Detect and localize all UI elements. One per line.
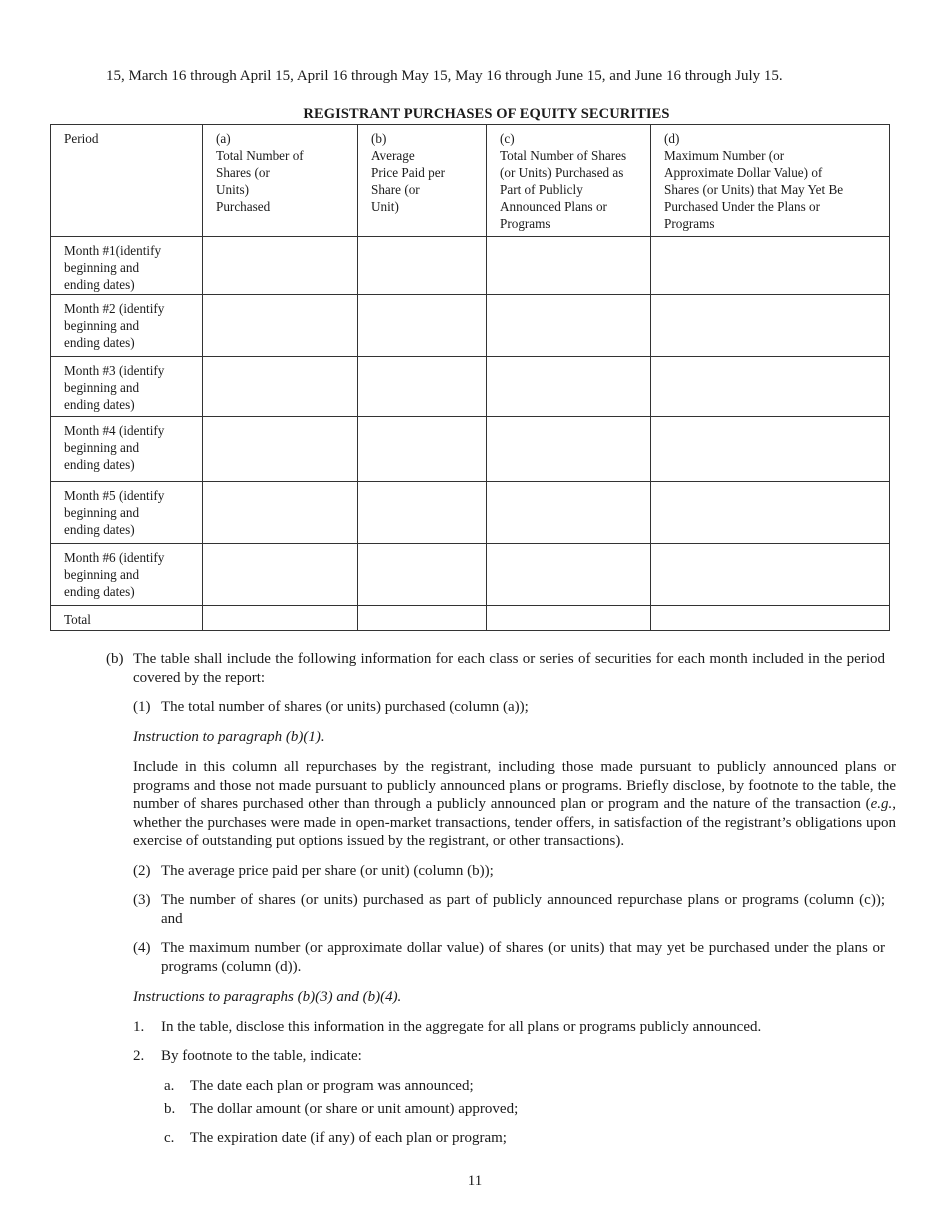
table-cell <box>203 482 358 544</box>
header-col-c: (c) Total Number of Shares (or Units) Purchased as Part of Publicly Announced Plans or Programs <box>487 125 651 237</box>
period-cell: Month #6 (identify beginning and ending dates) <box>51 544 203 606</box>
instruction-b1-heading: Instruction to paragraph (b)(1). <box>133 729 325 745</box>
table-title: REGISTRANT PURCHASES OF EQUITY SECURITIES <box>303 106 670 122</box>
table-cell <box>651 417 890 482</box>
sub-b-text: The dollar amount (or share or unit amount) approved; <box>190 1101 519 1117</box>
table-row <box>51 295 890 357</box>
table-cell <box>358 606 487 631</box>
period-cell: Month #3 (identify beginning and ending dates) <box>51 357 203 417</box>
page-number: 11 <box>467 1173 483 1189</box>
table-cell <box>487 295 651 357</box>
item-2-label: (2) <box>133 863 151 879</box>
item-1-text: The total number of shares (or units) purchased (column (a)); <box>161 699 529 715</box>
table-cell <box>358 417 487 482</box>
sub-a-text: The date each plan or program was announced; <box>190 1078 474 1094</box>
header-col-b: (b) Average Price Paid per Share (or Unit) <box>358 125 487 237</box>
table-cell <box>487 357 651 417</box>
sub-c-label: c. <box>164 1130 175 1146</box>
table-cell <box>487 606 651 631</box>
table-row <box>51 357 890 417</box>
table-cell <box>358 544 487 606</box>
table-cell <box>203 417 358 482</box>
table-row <box>51 544 890 606</box>
table-cell <box>487 237 651 295</box>
total-cell: Total <box>51 606 203 631</box>
table-cell <box>651 544 890 606</box>
table-row <box>51 482 890 544</box>
table-row <box>51 417 890 482</box>
table-row-total <box>51 606 890 631</box>
sub-a-label: a. <box>164 1078 175 1094</box>
num-2-label: 2. <box>133 1048 145 1064</box>
item-3-label: (3) <box>133 892 151 908</box>
instruction-b1-eg: e.g. <box>870 796 893 812</box>
item-1-label: (1) <box>133 699 151 715</box>
sub-b-label: b. <box>164 1101 176 1117</box>
num-2-text: By footnote to the table, indicate: <box>161 1048 362 1064</box>
repurchases-table <box>50 124 890 631</box>
num-1-label: 1. <box>133 1019 145 1035</box>
period-cell: Month #2 (identify beginning and ending dates) <box>51 295 203 357</box>
header-period: Period <box>51 125 203 237</box>
table-cell <box>487 482 651 544</box>
num-1-text: In the table, disclose this information in the aggregate for all plans or programs publicly announced. <box>161 1019 762 1035</box>
table-cell <box>487 417 651 482</box>
item-4-label: (4) <box>133 940 151 956</box>
table-cell <box>651 482 890 544</box>
table-cell <box>651 606 890 631</box>
table-cell <box>358 482 487 544</box>
instruction-b3b4-heading: Instructions to paragraphs (b)(3) and (b)(4). <box>133 989 402 1005</box>
period-cell: Month #1(identify beginning and ending dates) <box>51 237 203 295</box>
instruction-b1-text-2: , whether the purchases were made in open-market transactions, tender offers, in satisfaction of the registrant’s obligations upon exercise of outstanding put options issued by the registrant, or other transactions). <box>133 796 896 849</box>
instruction-b1-text-1: Include in this column all repurchases by the registrant, including those made pursuant to publicly announced plans or programs and those not made pursuant to publicly announced plans or programs. Briefly disclose, by footnote to the table, the number of shares purchased other than through a publicly announced plan or program and the nature of the transaction ( <box>133 759 896 812</box>
table-cell <box>651 357 890 417</box>
table-cell <box>203 544 358 606</box>
table-cell <box>651 295 890 357</box>
table-cell <box>203 357 358 417</box>
table-cell <box>487 544 651 606</box>
intro-line: 15, March 16 through April 15, April 16 through May 15, May 16 through June 15, and June 16 through July 15. <box>106 68 783 84</box>
table-cell <box>203 237 358 295</box>
item-b-label: (b) <box>106 651 124 667</box>
item-4-text: The maximum number (or approximate dollar value) of shares (or units) that may yet be purchased under the plans or programs (column (d)). <box>161 940 885 975</box>
table-cell <box>358 237 487 295</box>
item-2-text: The average price paid per share (or unit) (column (b)); <box>161 863 494 879</box>
table-cell <box>358 295 487 357</box>
table-header-row <box>51 125 890 237</box>
period-cell: Month #5 (identify beginning and ending dates) <box>51 482 203 544</box>
table-cell <box>651 237 890 295</box>
sub-c-text: The expiration date (if any) of each plan or program; <box>190 1130 507 1146</box>
table-cell <box>203 295 358 357</box>
header-col-d: (d) Maximum Number (or Approximate Dollar Value) of Shares (or Units) that May Yet Be Purchased Under the Plans or Programs <box>651 125 890 237</box>
item-3-text: The number of shares (or units) purchased as part of publicly announced repurchase plans or programs (column (c)); and <box>161 892 885 927</box>
period-cell: Month #4 (identify beginning and ending dates) <box>51 417 203 482</box>
table-cell <box>203 606 358 631</box>
instruction-b1-body <box>133 758 896 851</box>
item-b-text: The table shall include the following information for each class or series of securities for each month included in the period covered by the report: <box>133 651 885 686</box>
table-row <box>51 237 890 295</box>
header-col-a: (a) Total Number of Shares (or Units) Purchased <box>203 125 358 237</box>
table-cell <box>358 357 487 417</box>
